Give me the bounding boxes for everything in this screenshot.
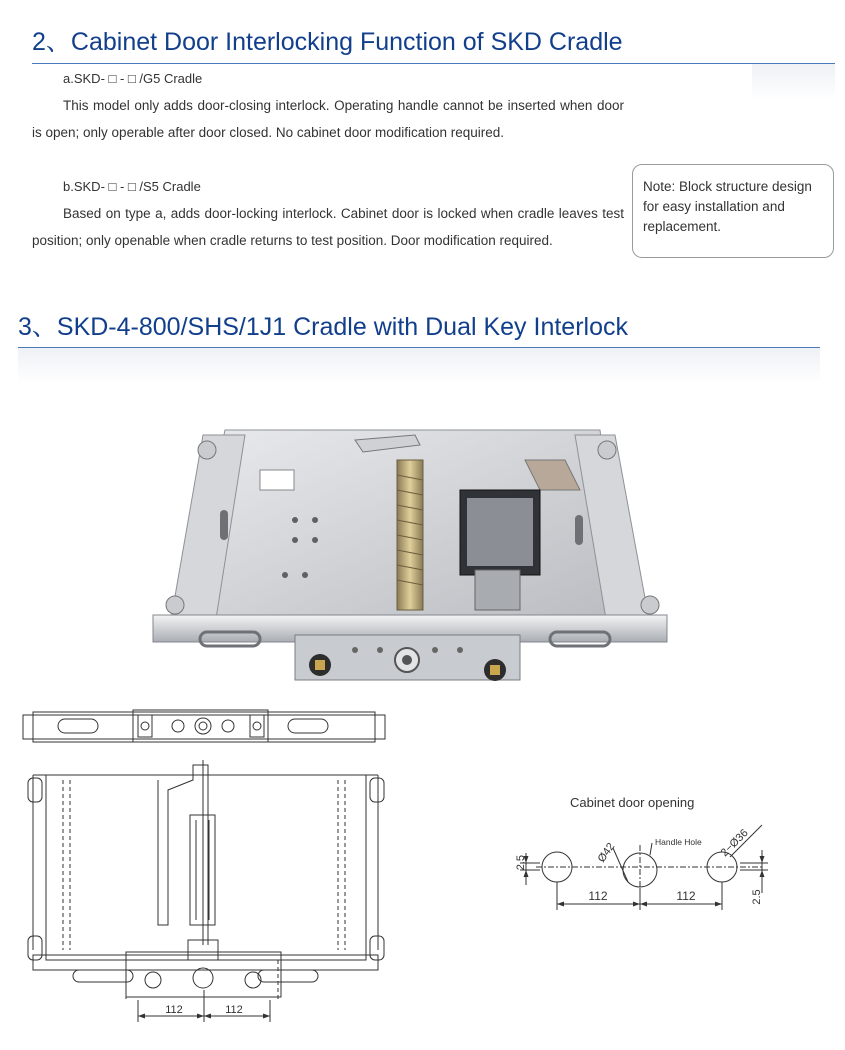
section-2-shade [752, 64, 835, 100]
section-3-shade [18, 348, 820, 384]
section-3-title: 3、SKD-4-800/SHS/1J1 Cradle with Dual Key Interlock [18, 313, 628, 341]
offset-right-label: 2.5 [751, 889, 763, 905]
type-b-text: Based on type a, adds door-locking interlock. Cabinet door is locked when cradle leaves test position; only openable when cradle returns to test position. Door modification required. [32, 206, 624, 248]
note-box [632, 164, 834, 258]
note-text: Note: Block structure design for easy installation and replacement. [643, 179, 812, 234]
section-2-rule [32, 63, 835, 64]
type-a-text: This model only adds door-closing interlock. Operating handle cannot be inserted when door is open; only operable after door closed. No cabinet door modification required. [32, 98, 624, 140]
offset-left-label: 2.5 [515, 855, 527, 871]
handle-hole-label: Handle Hole [655, 837, 702, 847]
door-dim-right: 112 [676, 889, 696, 903]
dia-sides-label: 2−Ø36 [718, 827, 751, 860]
dia-center-label: Ø42 [595, 840, 618, 865]
cradle-photo [145, 420, 675, 690]
cradle-technical-drawing [18, 700, 390, 1030]
door-opening-caption: Cabinet door opening [570, 795, 695, 810]
front-dim-right: 112 [225, 1004, 243, 1016]
door-opening-drawing [500, 815, 780, 915]
type-a-label: a.SKD- □ - □ /G5 Cradle [63, 71, 203, 86]
door-dim-left: 112 [588, 889, 608, 903]
front-dim-left: 112 [165, 1004, 183, 1016]
type-b-label: b.SKD- □ - □ /S5 Cradle [63, 179, 201, 194]
section-2-title: 2、Cabinet Door Interlocking Function of SKD Cradle [32, 28, 623, 56]
